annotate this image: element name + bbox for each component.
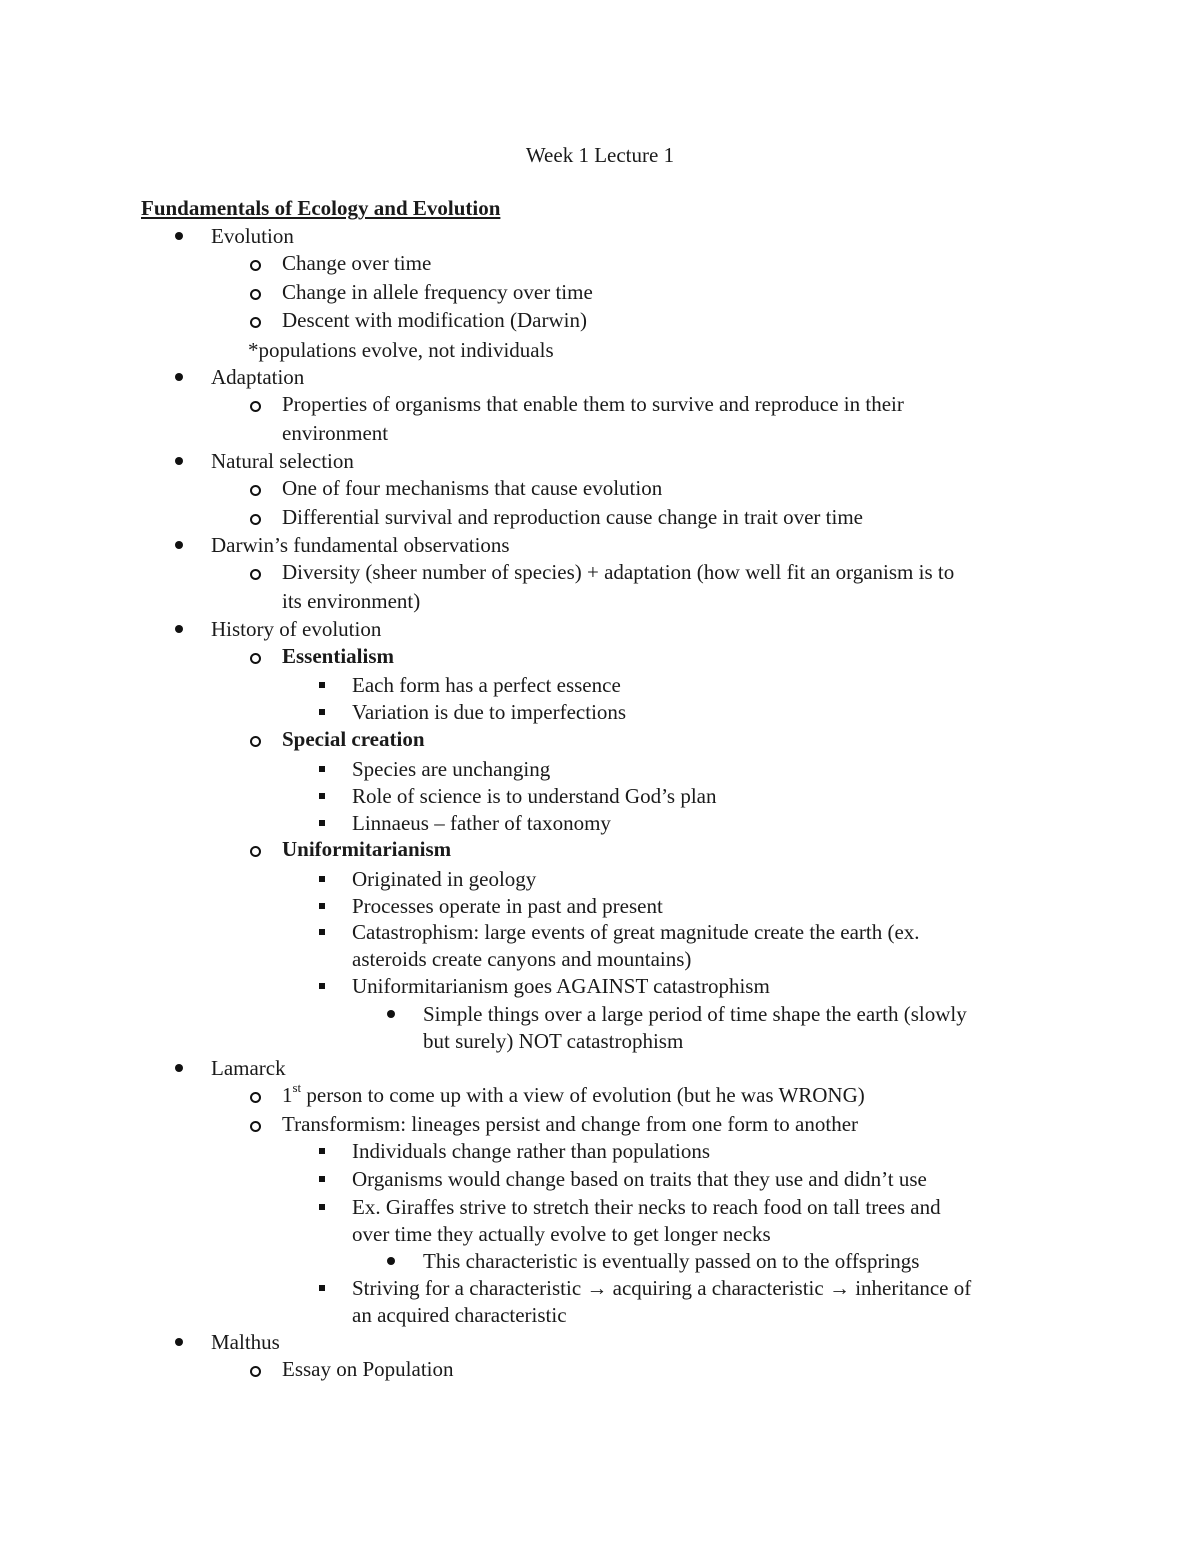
list-item-continuation: its environment) (282, 589, 421, 613)
list-item: Linnaeus – father of taxonomy (352, 811, 611, 835)
bullet-adaptation: Adaptation (211, 365, 305, 389)
list-item: Striving for a characteristic → acquiring a characteristic → inheritance of (352, 1276, 972, 1300)
bullet-lamarck: Lamarck (211, 1056, 286, 1080)
list-item: Transformism: lineages persist and change from one form to another (282, 1112, 859, 1136)
bullet-circle (250, 569, 261, 580)
list-item: Role of science is to understand God’s plan (352, 784, 717, 808)
bullet-square (319, 820, 325, 826)
bullet-circle (250, 1366, 261, 1377)
bullet-evolution: Evolution (211, 224, 294, 248)
list-item-continuation: environment (282, 421, 389, 445)
bullet-square (319, 793, 325, 799)
list-item: Change in allele frequency over time (282, 280, 593, 304)
list-item: Change over time (282, 251, 432, 275)
bullet-square (319, 1204, 325, 1210)
bullet-square (319, 682, 325, 688)
bullet-circle (250, 846, 261, 857)
bullet-disc (387, 1257, 395, 1265)
list-item: This characteristic is eventually passed on to the offsprings (423, 1249, 920, 1273)
section-heading: Fundamentals of Ecology and Evolution (141, 196, 501, 220)
list-item: Simple things over a large period of time shape the earth (slowly (423, 1002, 967, 1026)
bullet-circle (250, 401, 261, 412)
bullet-circle (250, 653, 261, 664)
list-item: Descent with modification (Darwin) (282, 308, 587, 332)
list-item: Processes operate in past and present (352, 894, 663, 918)
bullet-disc (175, 625, 183, 633)
bullet-circle (250, 514, 261, 525)
list-item-continuation: asteroids create canyons and mountains) (352, 947, 692, 971)
list-item: Each form has a perfect essence (352, 673, 621, 697)
list-item: Species are unchanging (352, 757, 551, 781)
list-item-continuation: but surely) NOT catastrophism (423, 1029, 684, 1053)
list-item-continuation: over time they actually evolve to get longer necks (352, 1222, 771, 1246)
bullet-circle (250, 1092, 261, 1103)
bullet-square (319, 1148, 325, 1154)
list-item: Uniformitarianism goes AGAINST catastrophism (352, 974, 770, 998)
list-item-text: person to come up with a view of evolution (but he was WRONG) (301, 1083, 865, 1107)
bullet-malthus: Malthus (211, 1330, 280, 1354)
bullet-disc (175, 1064, 183, 1072)
list-item: Originated in geology (352, 867, 537, 891)
subheading-essentialism: Essentialism (282, 644, 395, 668)
bullet-square (319, 1176, 325, 1182)
bullet-square (319, 876, 325, 882)
list-item: Essay on Population (282, 1357, 454, 1381)
bullet-circle (250, 289, 261, 300)
bullet-history: History of evolution (211, 617, 382, 641)
bullet-square (319, 983, 325, 989)
list-item: One of four mechanisms that cause evolution (282, 476, 663, 500)
document-title: Week 1 Lecture 1 (525, 143, 675, 167)
bullet-disc (175, 1338, 183, 1346)
bullet-square (319, 766, 325, 772)
list-item: Differential survival and reproduction cause change in trait over time (282, 505, 863, 529)
bullet-square (319, 709, 325, 715)
bullet-square (319, 929, 325, 935)
list-item: Ex. Giraffes strive to stretch their necks to reach food on tall trees and (352, 1195, 941, 1219)
list-item-continuation: an acquired characteristic (352, 1303, 567, 1327)
list-item: Variation is due to imperfections (352, 700, 627, 724)
bullet-disc (175, 457, 183, 465)
list-item: Properties of organisms that enable them to survive and reproduce in their (282, 392, 904, 416)
list-item: Catastrophism: large events of great magnitude create the earth (ex. (352, 920, 920, 944)
bullet-circle (250, 1121, 261, 1132)
ordinal-suffix: st (292, 1080, 302, 1095)
list-item: Individuals change rather than populations (352, 1139, 711, 1163)
subheading-special-creation: Special creation (282, 727, 425, 751)
bullet-circle (250, 317, 261, 328)
bullet-square (319, 1285, 325, 1291)
bullet-disc (387, 1010, 395, 1018)
bullet-disc (175, 232, 183, 240)
bullet-circle (250, 260, 261, 271)
list-item: Organisms would change based on traits that they use and didn’t use (352, 1167, 927, 1191)
list-item: Diversity (sheer number of species) + adaptation (how well fit an organism is to (282, 560, 955, 584)
subheading-uniformitarianism: Uniformitarianism (282, 837, 452, 861)
bullet-square (319, 903, 325, 909)
bullet-circle (250, 485, 261, 496)
bullet-disc (175, 541, 183, 549)
ordinal-number: 1 (282, 1083, 293, 1107)
bullet-disc (175, 373, 183, 381)
list-item (282, 1080, 865, 1108)
bullet-darwin: Darwin’s fundamental observations (211, 533, 510, 557)
note-text: *populations evolve, not individuals (248, 338, 554, 362)
bullet-circle (250, 736, 261, 747)
bullet-natural-selection: Natural selection (211, 449, 354, 473)
